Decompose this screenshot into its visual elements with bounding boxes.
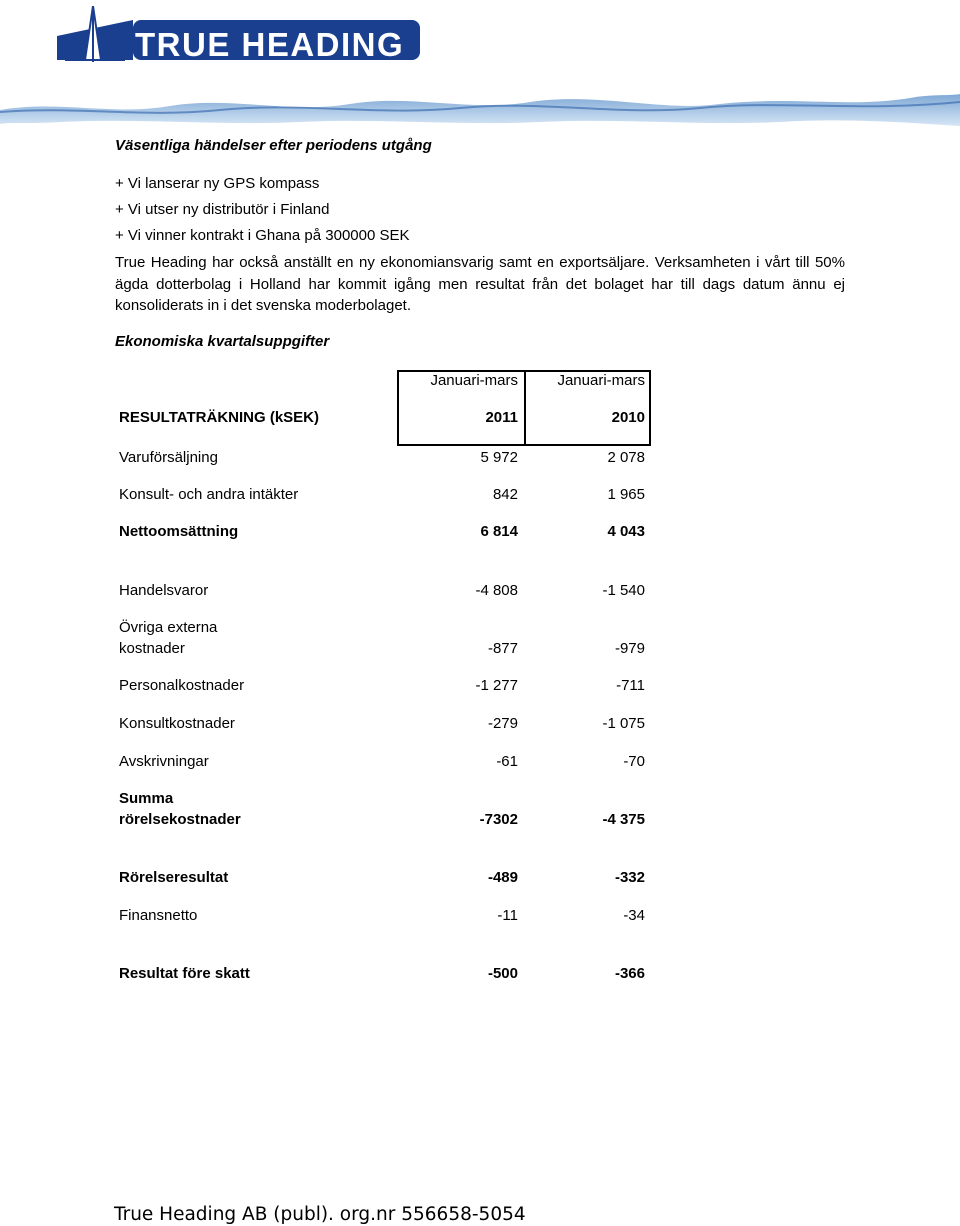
row-value-2010: 2 078	[607, 449, 645, 466]
events-heading: Väsentliga händelser efter periodens utgång	[115, 137, 432, 154]
period-label-2011: Januari-mars	[430, 372, 518, 389]
row-value-2011: 6 814	[480, 523, 518, 540]
row-value-2010: 4 043	[607, 523, 645, 540]
row-value-2011: -279	[487, 715, 518, 732]
row-label: Handelsvaror	[119, 582, 209, 599]
row-value-2010: -979	[614, 640, 645, 657]
row-label-line2: rörelsekostnader	[119, 811, 241, 828]
column-divider	[524, 372, 526, 444]
row-value-2010: -1 075	[602, 715, 645, 732]
row-value-2011: -877	[487, 640, 518, 657]
row-value-2011: -7302	[479, 811, 518, 828]
row-label: Avskrivningar	[119, 753, 209, 770]
row-value-2011: -500	[487, 965, 518, 982]
row-label: Konsult- och andra intäkter	[119, 486, 299, 503]
row-label-line1: Övriga externa	[119, 619, 218, 636]
water-wave-banner	[0, 88, 960, 130]
row-value-2010: -34	[623, 907, 645, 924]
event-item: + Vi vinner kontrakt i Ghana på 300000 SEK	[115, 227, 410, 244]
row-value-2010: -1 540	[602, 582, 645, 599]
row-label: Konsultkostnader	[119, 715, 235, 732]
row-value-2011: -489	[487, 869, 518, 886]
table-title: RESULTATRÄKNING (kSEK)	[119, 409, 319, 426]
footer-company-info: True Heading AB (publ). org.nr 556658-5054	[114, 1204, 526, 1225]
row-value-2010: -711	[616, 677, 645, 694]
row-label: Finansnetto	[119, 907, 198, 924]
row-label: Rörelseresultat	[119, 869, 229, 886]
event-item: + Vi lanserar ny GPS kompass	[115, 175, 320, 192]
year-2010: 2010	[611, 409, 645, 426]
row-value-2011: -1 277	[475, 677, 518, 694]
event-item: + Vi utser ny distributör i Finland	[115, 201, 330, 218]
logo-wordmark: TRUE HEADING	[135, 26, 405, 63]
row-label: Nettoomsättning	[119, 523, 239, 540]
row-label: Personalkostnader	[119, 677, 245, 694]
table-heading: Ekonomiska kvartalsuppgifter	[115, 333, 330, 350]
row-label-line2: kostnader	[119, 640, 185, 657]
row-label: Varuförsäljning	[119, 449, 218, 466]
row-value-2010: -366	[614, 965, 645, 982]
row-value-2010: -4 375	[602, 811, 645, 828]
row-value-2010: -70	[623, 753, 645, 770]
row-value-2011: -11	[497, 907, 518, 924]
true-heading-logo	[55, 6, 420, 64]
row-value-2011: 842	[492, 486, 518, 503]
row-value-2010: 1 965	[607, 486, 645, 503]
row-value-2011: -4 808	[475, 582, 518, 599]
events-paragraph: True Heading har också anställt en ny ekonomiansvarig samt en exportsäljare. Verksamheten i vårt till 50% ägda dotterbolag i Holland har kommit igång men resultat från det bolaget har till dags datum ännu ej konsoliderats in i det svenska moderbolaget.	[115, 254, 845, 314]
row-value-2011: -61	[496, 753, 518, 770]
year-2011: 2011	[485, 409, 518, 426]
row-label-line1: Summa	[119, 790, 174, 807]
row-value-2010: -332	[614, 869, 645, 886]
row-value-2011: 5 972	[480, 449, 518, 466]
row-label: Resultat före skatt	[119, 965, 250, 982]
period-label-2010: Januari-mars	[557, 372, 645, 389]
